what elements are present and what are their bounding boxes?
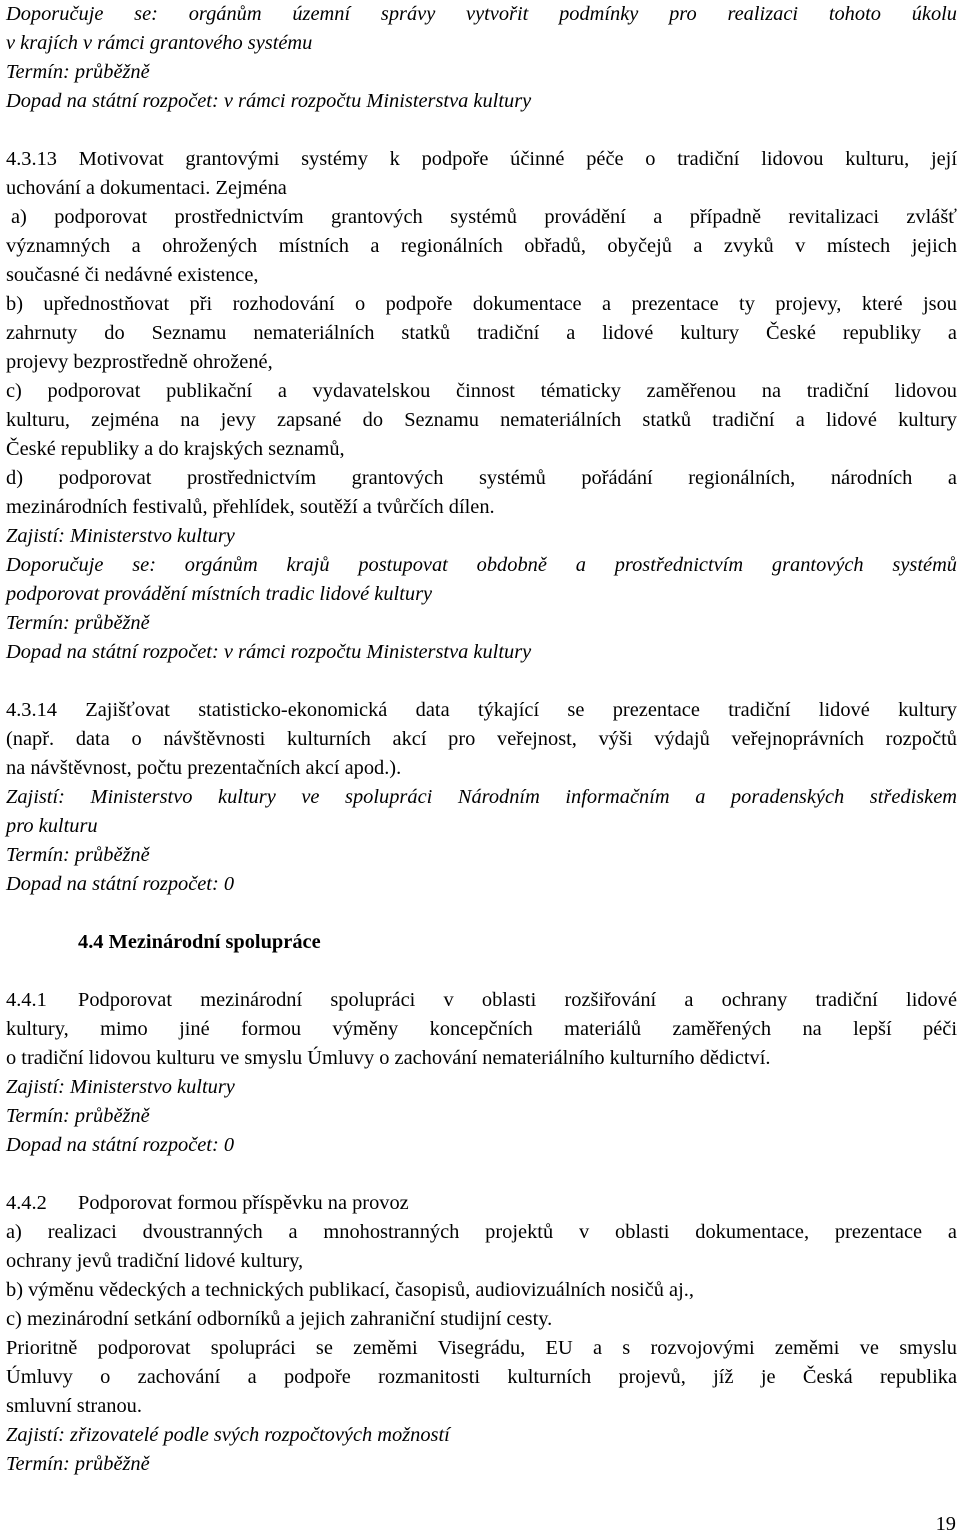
text-line: Prioritně podporovat spolupráci se zeměmi Visegrádu, EU a s rozvojovými zeměmi ve smyslu bbox=[6, 1337, 957, 1359]
text-line: Úmluvy o zachování a podpoře rozmanitosti kulturních projevů, jíž je Česká republika bbox=[6, 1366, 957, 1388]
text-line: v krajích v rámci grantového systému bbox=[6, 32, 313, 54]
text-line: Dopad na státní rozpočet: 0 bbox=[6, 873, 235, 895]
text-line: Doporučuje se: orgánům krajů postupovat obdobně a prostřednictvím grantových systémů bbox=[6, 554, 957, 576]
text-line: mezinárodních festivalů, přehlídek, soutěží a tvůrčích dílen. bbox=[6, 496, 495, 518]
text-line: významných a ohrožených místních a regionálních obřadů, obyčejů a zvyků v místech jejich bbox=[6, 235, 957, 257]
text-line: (např. data o návštěvnosti kulturních akcí pro veřejnost, výši výdajů veřejnoprávních rozpočtů bbox=[6, 728, 957, 750]
text-line: Doporučuje se: orgánům územní správy vytvořit podmínky pro realizaci tohoto úkolu bbox=[6, 3, 957, 25]
text-line: na návštěvnost, počtu prezentačních akcí apod.). bbox=[6, 757, 402, 779]
text-line: smluvní stranou. bbox=[6, 1395, 142, 1417]
blank-line bbox=[6, 667, 957, 696]
text-line: kultury, mimo jiné formou výměny koncepčních materiálů zaměřených na lepší péči bbox=[6, 1018, 957, 1040]
item-number: 4.4.1 bbox=[6, 989, 47, 1011]
text-line: Termín: průběžně bbox=[6, 61, 150, 83]
text-line: Zajistí: Ministerstvo kultury bbox=[6, 525, 235, 547]
text-line: c) mezinárodní setkání odborníků a jejich zahraniční studijní cesty. bbox=[6, 1308, 553, 1330]
blank-line bbox=[6, 899, 957, 928]
blank-line bbox=[6, 116, 957, 145]
blank-line bbox=[6, 1160, 957, 1189]
text-line: b) výměnu vědeckých a technických publikací, časopisů, audiovizuálních nosičů aj., bbox=[6, 1279, 694, 1301]
text-line: d) podporovat prostřednictvím grantových systémů pořádání regionálních, národních a bbox=[6, 467, 957, 489]
text-line: Termín: průběžně bbox=[6, 844, 150, 866]
text-line: b) upřednostňovat při rozhodování o podpoře dokumentace a prezentace ty projevy, které jsou bbox=[6, 293, 957, 315]
item-text: Podporovat formou příspěvku na provoz bbox=[78, 1192, 409, 1214]
text-line: 4.3.13 Motivovat grantovými systémy k podpoře účinné péče o tradiční lidovou kulturu, její bbox=[6, 148, 957, 170]
item-number: 4.4.2 bbox=[6, 1192, 47, 1214]
text-line: Zajistí: Ministerstvo kultury ve spolupráci Národním informačním a poradenských střediskem bbox=[6, 786, 957, 808]
text-line: uchování a dokumentaci. Zejména bbox=[6, 177, 287, 199]
blank-line bbox=[6, 957, 957, 986]
page-number: 19 bbox=[935, 1513, 956, 1535]
text-line bbox=[6, 986, 957, 1015]
text-line: Dopad na státní rozpočet: 0 bbox=[6, 1134, 235, 1156]
text-line: kulturu, zejména na jevy zapsané do Seznamu nemateriálních statků tradiční a lidové kultury bbox=[6, 409, 957, 431]
document-body bbox=[6, 0, 957, 1479]
text-line: Termín: průběžně bbox=[6, 1453, 150, 1475]
text-line: Zajistí: Ministerstvo kultury bbox=[6, 1076, 235, 1098]
text-line: projevy bezprostředně ohrožené, bbox=[6, 351, 273, 373]
text-line: a) podporovat prostřednictvím grantových systémů provádění a případně revitalizaci zvlášť bbox=[11, 206, 957, 228]
text-line: České republiky a do krajských seznamů, bbox=[6, 438, 345, 460]
text-line: Zajistí: zřizovatelé podle svých rozpočtových možností bbox=[6, 1424, 450, 1446]
text-line: Termín: průběžně bbox=[6, 1105, 150, 1127]
text-line: zahrnuty do Seznamu nemateriálních statků tradiční a lidové kultury České republiky a bbox=[6, 322, 957, 344]
document-page bbox=[6, 0, 957, 1479]
text-line: a) realizaci dvoustranných a mnohostranných projektů v oblasti dokumentace, prezentace a bbox=[6, 1221, 957, 1243]
section-heading: 4.4 Mezinárodní spolupráce bbox=[78, 931, 321, 953]
text-line: ochrany jevů tradiční lidové kultury, bbox=[6, 1250, 304, 1272]
text-line: 4.3.14 Zajišťovat statisticko-ekonomická data týkající se prezentace tradiční lidové kultury bbox=[6, 699, 957, 721]
text-line: pro kulturu bbox=[6, 815, 98, 837]
item-text: Podporovat mezinárodní spolupráci v oblasti rozšiřování a ochrany tradiční lidové bbox=[78, 989, 957, 1011]
text-line: Termín: průběžně bbox=[6, 612, 150, 634]
text-line: c) podporovat publikační a vydavatelskou činnost tématicky zaměřenou na tradiční lidovou bbox=[6, 380, 957, 402]
text-line: současné či nedávné existence, bbox=[6, 264, 259, 286]
text-line: Dopad na státní rozpočet: v rámci rozpočtu Ministerstva kultury bbox=[6, 90, 532, 112]
text-line: o tradiční lidovou kulturu ve smyslu Úmluvy o zachování nemateriálního kulturního dědictví. bbox=[6, 1047, 771, 1069]
text-line: podporovat provádění místních tradic lidové kultury bbox=[6, 583, 433, 605]
text-line bbox=[6, 1189, 957, 1218]
text-line: Dopad na státní rozpočet: v rámci rozpočtu Ministerstva kultury bbox=[6, 641, 532, 663]
